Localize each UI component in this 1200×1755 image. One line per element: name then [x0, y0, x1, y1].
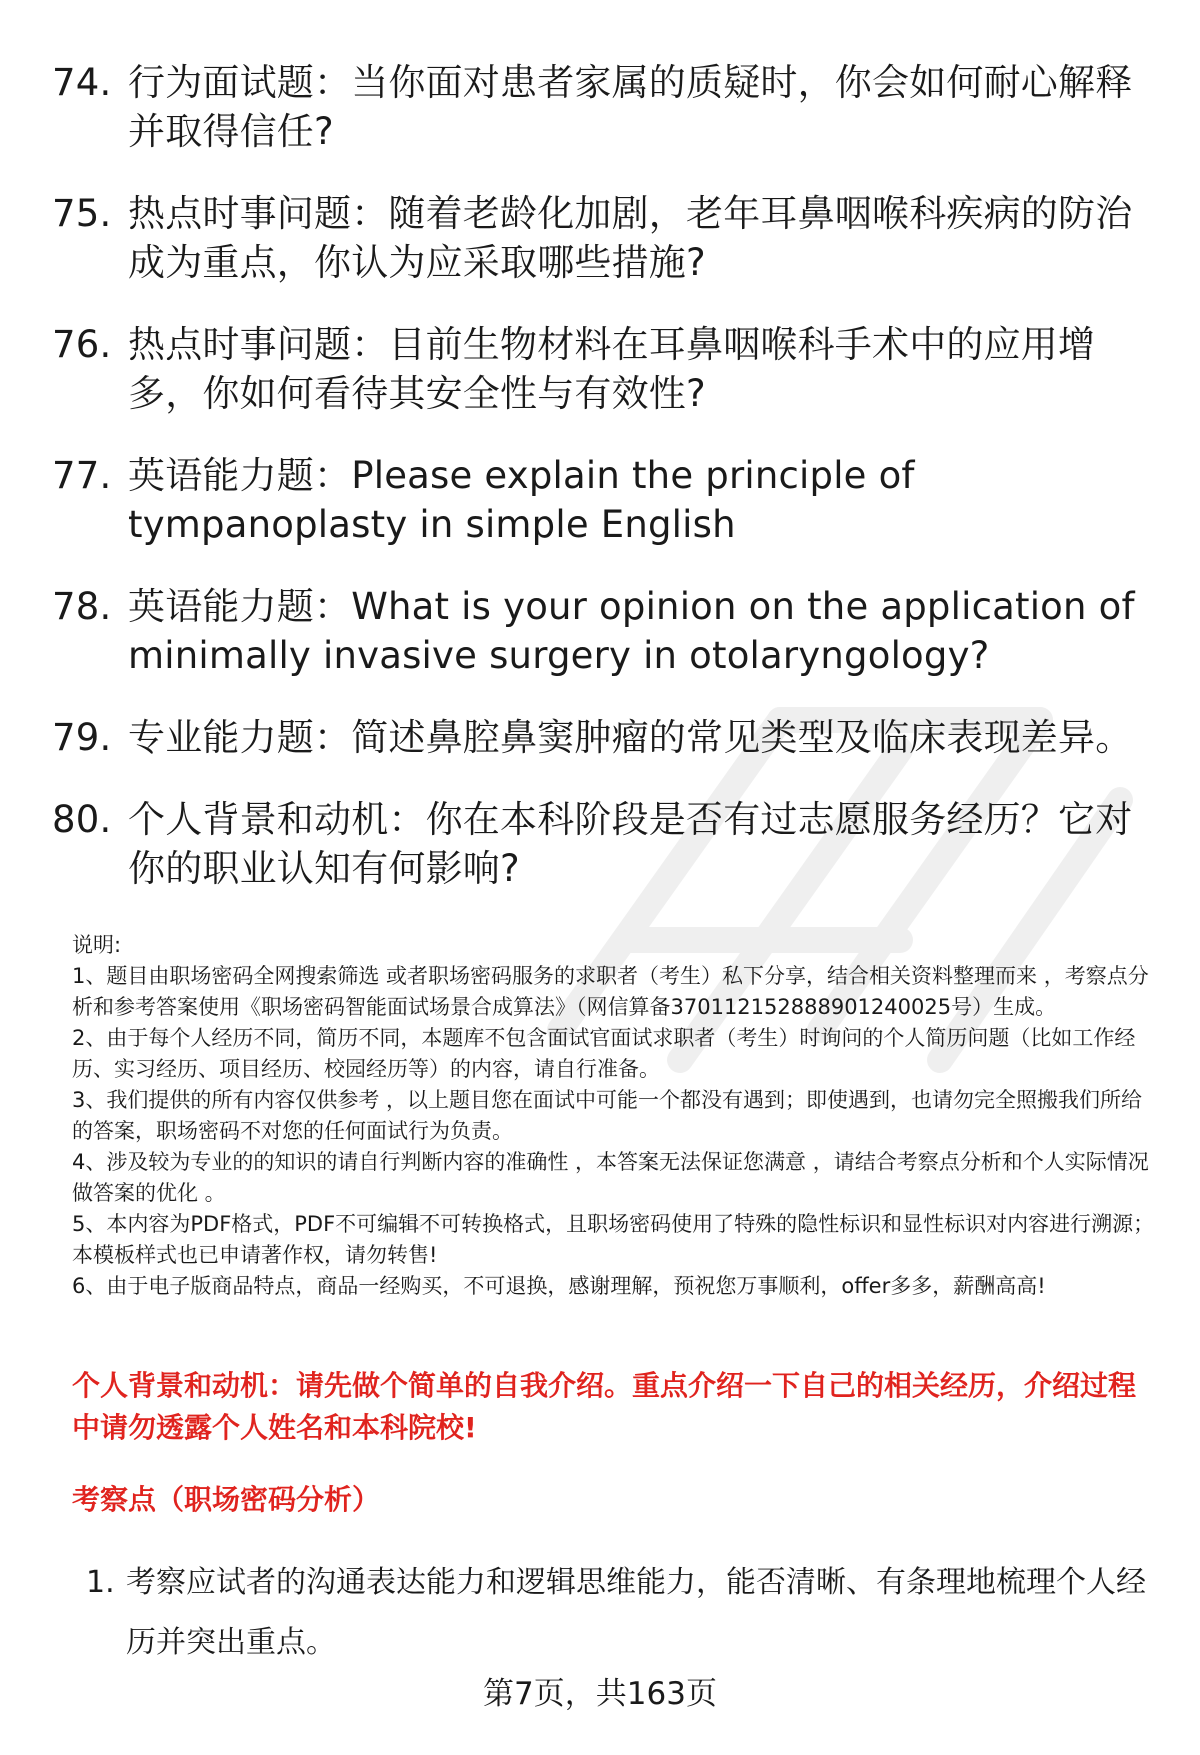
featured-question: 个人背景和动机：请先做个简单的自我介绍。重点介绍一下自己的相关经历，介绍过程中请勿透露个人姓名和本科院校!: [72, 1369, 1137, 1444]
question-item-78: [52, 582, 1152, 680]
analysis-list: [86, 1553, 1166, 1673]
notes-section: [72, 930, 1162, 1302]
question-number: 75.: [52, 192, 112, 235]
question-number: 79.: [52, 716, 112, 759]
question-text: 热点时事问题：目前生物材料在耳鼻咽喉科手术中的应用增多，你如何看待其安全性与有效性?: [128, 323, 1096, 415]
question-text: 个人背景和动机：你在本科阶段是否有过志愿服务经历？它对你的职业认知有何影响?: [128, 798, 1133, 890]
note-item: 3、我们提供的所有内容仅供参考 ，以上题目您在面试中可能一个都没有遇到；即使遇到，也请勿完全照搬我们所给的答案，职场密码不对您的任何面试行为负责。: [72, 1088, 1143, 1143]
question-text: 行为面试题：当你面对患者家属的质疑时，你会如何耐心解释并取得信任?: [128, 61, 1133, 153]
question-number: 78.: [52, 585, 112, 628]
note-item: 4、涉及较为专业的的知识的请自行判断内容的准确性 ，本答案无法保证您满意 ，请结合考察点分析和个人实际情况做答案的优化 。: [72, 1150, 1149, 1205]
note-item: 2、由于每个人经历不同，简历不同，本题库不包含面试官面试求职者（考生）时询问的个人简历问题（比如工作经历、实习经历、项目经历、校园经历等）的内容，请自行准备。: [72, 1026, 1136, 1081]
analysis-number: 1.: [86, 1565, 115, 1600]
analysis-title: 考察点（职场密码分析）: [72, 1483, 381, 1516]
question-item-76: [52, 320, 1152, 418]
question-text: 专业能力题：简述鼻腔鼻窦肿瘤的常见类型及临床表现差异。: [128, 716, 1133, 759]
page-footer: 第7页，共163页: [483, 1676, 717, 1712]
question-item-75: [52, 189, 1152, 287]
question-item-80: [52, 795, 1152, 893]
question-number: 80.: [52, 798, 112, 841]
question-text: 热点时事问题：随着老龄化加剧，老年耳鼻咽喉科疾病的防治成为重点，你认为应采取哪些措施?: [128, 192, 1133, 284]
question-item-74: [52, 58, 1152, 156]
note-item: 1、题目由职场密码全网搜索筛选 或者职场密码服务的求职者（考生）私下分享，结合相关资料整理而来 ，考察点分析和参考答案使用《职场密码智能面试场景合成算法》（网信算备370112152888901240025号）生成。: [72, 964, 1149, 1019]
question-list: [52, 58, 1152, 926]
notes-heading: 说明:: [72, 933, 122, 957]
question-text: 英语能力题：Please explain the principle of tympanoplasty in simple English: [128, 454, 915, 546]
question-text: 英语能力题：What is your opinion on the application of minimally invasive surgery in otolaryngology?: [128, 585, 1135, 677]
note-item: 5、本内容为PDF格式，PDF不可编辑不可转换格式，且职场密码使用了特殊的隐性标识和显性标识对内容进行溯源；本模板样式也已申请著作权，请勿转售!: [72, 1212, 1155, 1267]
question-number: 74.: [52, 61, 112, 104]
question-item-79: [52, 713, 1152, 762]
question-item-77: [52, 451, 1152, 549]
note-item: 6、由于电子版商品特点，商品一经购买，不可退换，感谢理解，预祝您万事顺利，offer多多，薪酬高高!: [72, 1274, 1046, 1298]
analysis-text: 考察应试者的沟通表达能力和逻辑思维能力，能否清晰、有条理地梳理个人经历并突出重点。: [126, 1565, 1146, 1660]
question-number: 76.: [52, 323, 112, 366]
analysis-item: [86, 1553, 1166, 1673]
question-number: 77.: [52, 454, 112, 497]
